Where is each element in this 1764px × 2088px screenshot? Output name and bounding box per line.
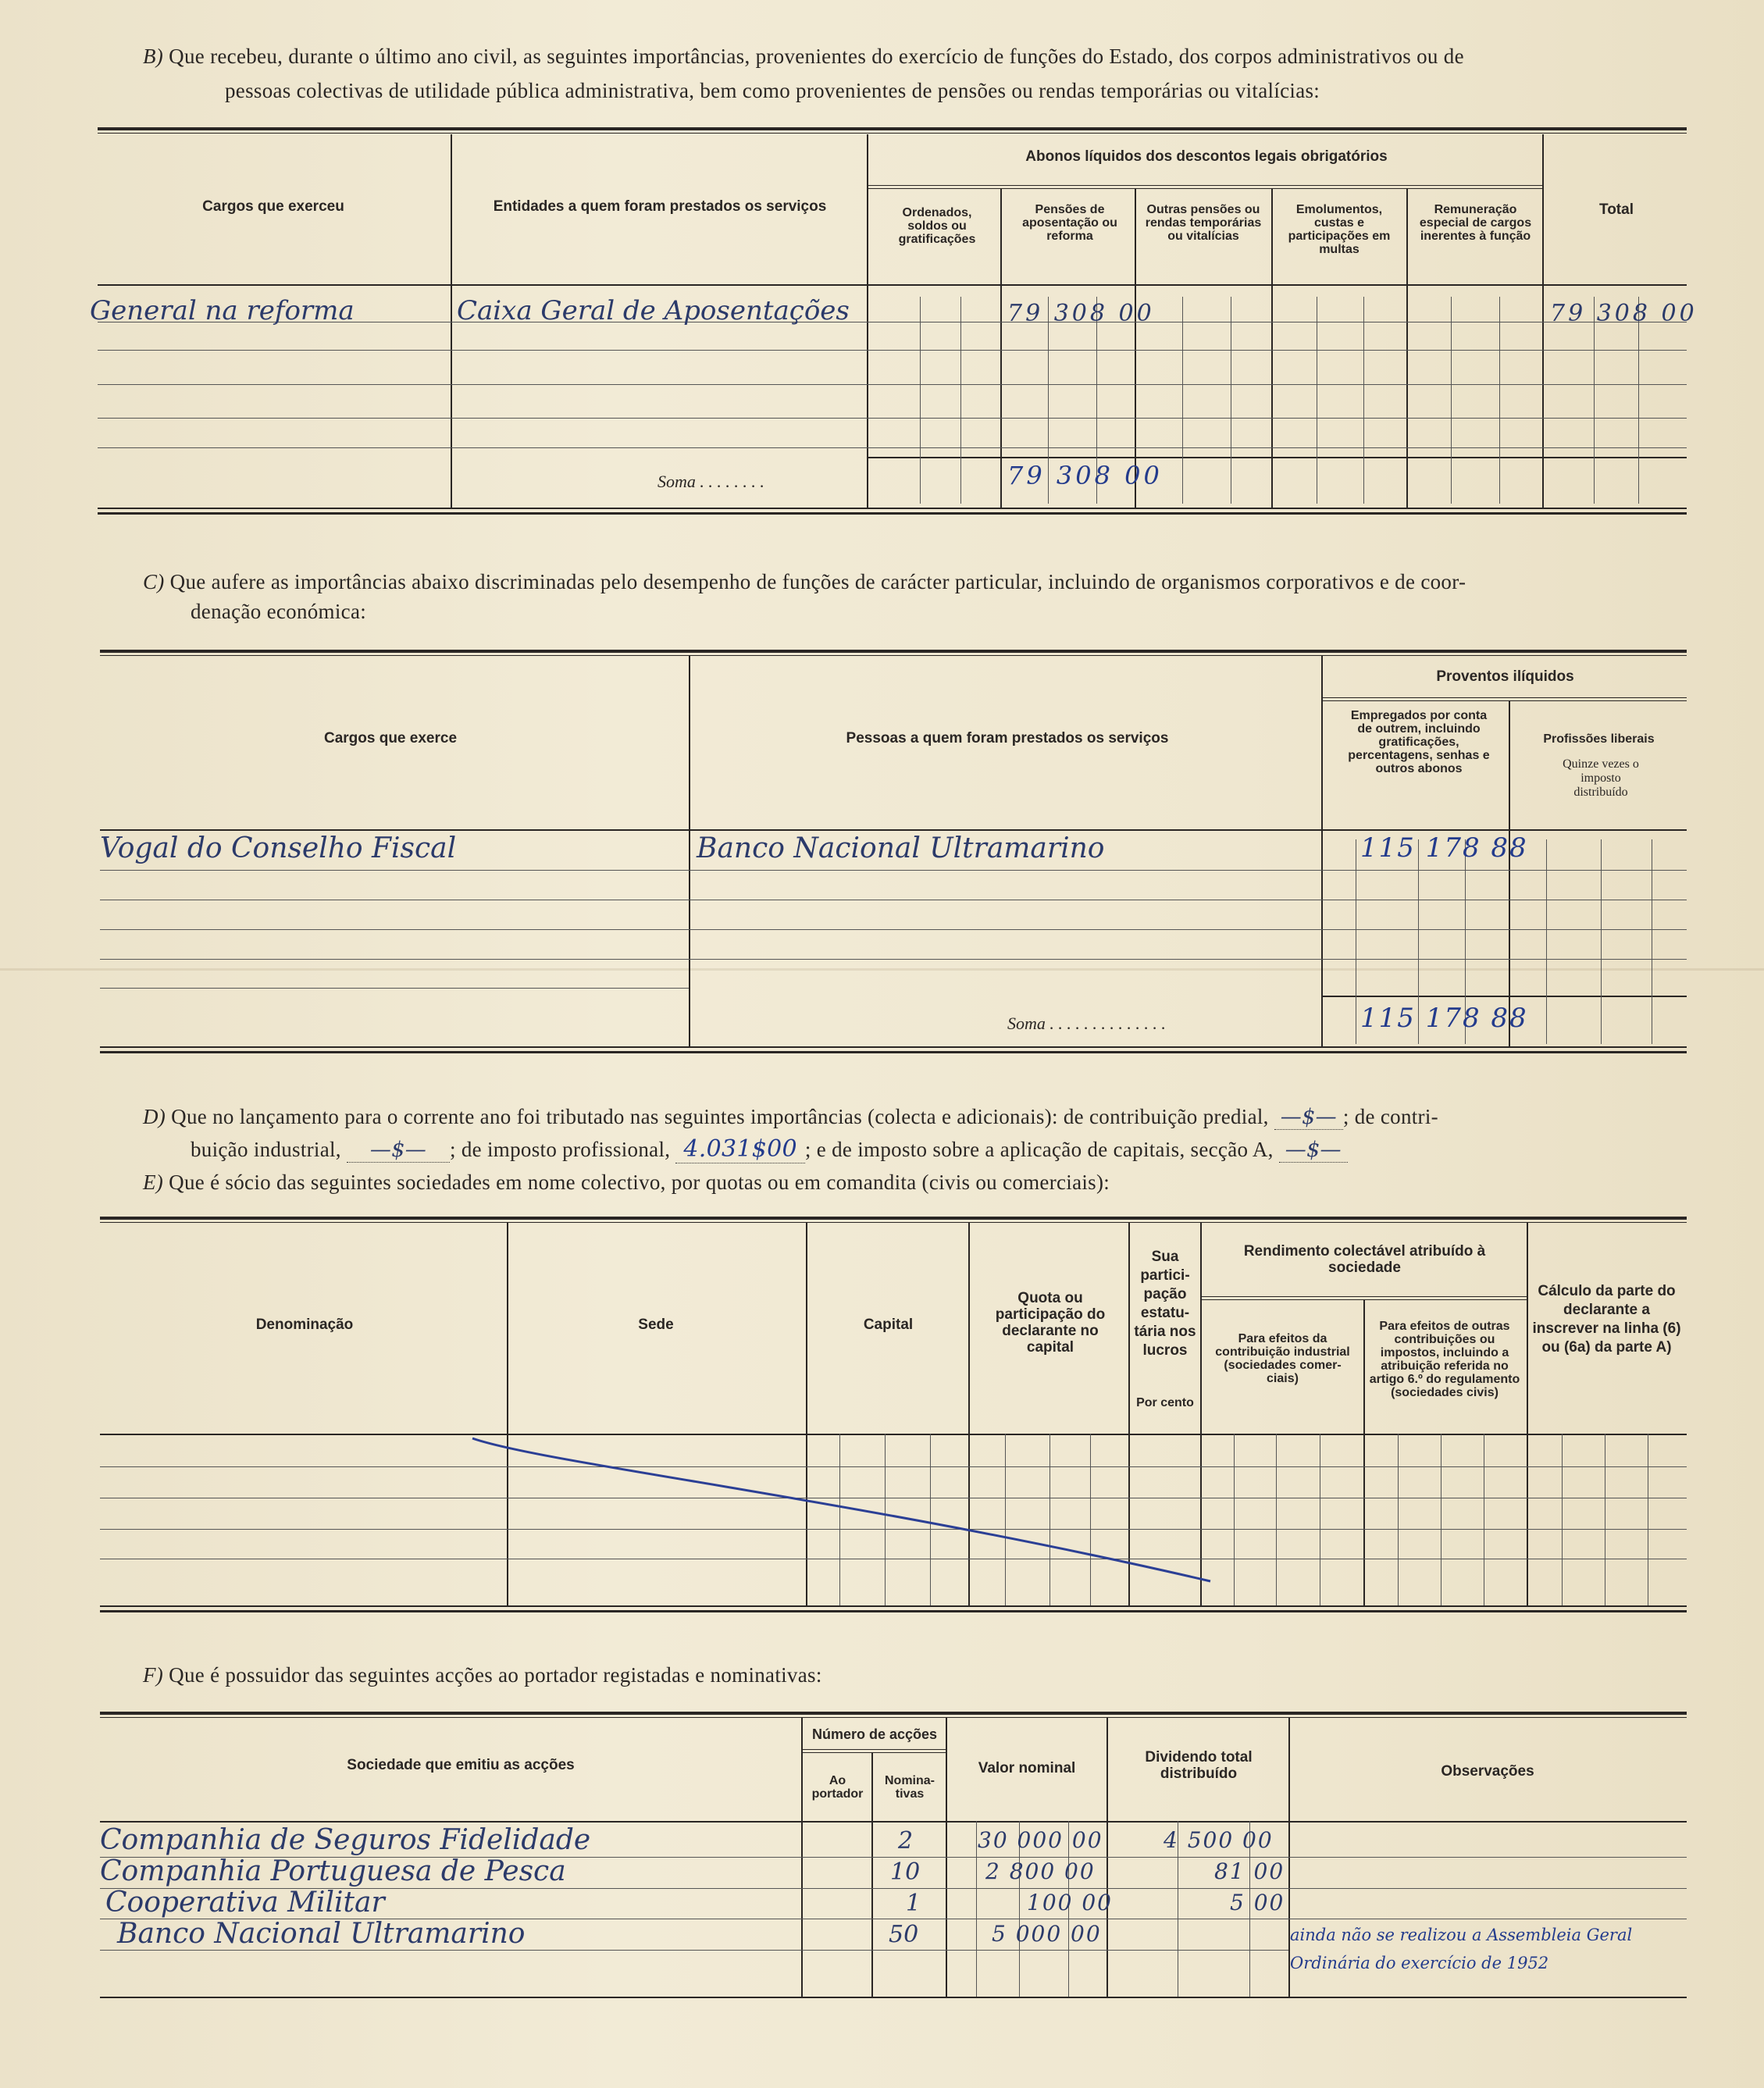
- f-vline-5: [871, 1753, 873, 1997]
- e-header-sede: Sede: [638, 1317, 674, 1333]
- f-row-1-nominativas: 2: [898, 1827, 914, 1855]
- f-row-4-sociedade: Banco Nacional Ultramarino: [117, 1918, 526, 1950]
- f-header-sociedade: Sociedade que emitiu as acções: [347, 1757, 575, 1773]
- f-bottom-rule: [100, 1997, 1687, 1998]
- section-f-text: Que é possuidor das seguintes acções ao portador registadas e nominativas:: [169, 1663, 822, 1687]
- section-c-letter: C): [143, 570, 165, 593]
- b-soma-label: Soma . . . . . . . .: [657, 472, 764, 491]
- d-predial: —$—: [1274, 1105, 1343, 1130]
- b-header-emolumentos: Emolumentos, custas e participações em multas: [1288, 203, 1391, 256]
- c-soma-label: Soma . . . . . . . . . . . . . .: [1007, 1014, 1166, 1033]
- b-header-cargos: Cargos que exerceu: [202, 198, 344, 215]
- section-b-line2: pessoas colectivas de utilidade pública administrativa, bem como provenientes de pensões ou rendas temporárias ou vitalícias:: [225, 79, 1320, 102]
- b-header-outras: Outras pensões ou rendas temporárias ou vitalícias: [1145, 203, 1262, 243]
- b-header-remuneracao: Remuneração especial de cargos inerentes à função: [1419, 203, 1532, 243]
- c-soma-valor: 115 178 88: [1360, 1003, 1528, 1034]
- e-header-industrial: Para efeitos da contribuição industrial (sociedades comer- ciais): [1215, 1332, 1350, 1385]
- section-e-letter: E): [143, 1170, 164, 1194]
- f-row-4-obs: ainda não se realizou a Assembleia Geral Ordinária do exercício de 1952: [1290, 1926, 1633, 1972]
- f-header-dividendo: Dividendo total distribuído: [1145, 1749, 1253, 1782]
- e-header-capital: Capital: [863, 1317, 914, 1333]
- c-header-pessoas: Pessoas a quem foram prestados os serviços: [846, 730, 1169, 746]
- c-header-proventos: Proventos ilíquidos: [1436, 668, 1574, 685]
- f-header-valor: Valor nominal: [978, 1760, 1076, 1776]
- section-f-intro: [143, 1658, 1627, 1692]
- f-sub-1: [976, 1821, 977, 1997]
- f-row-rule-4: [100, 1950, 1288, 1951]
- f-row-3-sociedade: Cooperativa Militar: [105, 1887, 385, 1919]
- d-capitais: —$—: [1279, 1138, 1348, 1163]
- c-header-empregados: Empregados por conta de outrem, incluindo gratificações, percentagens, senhas e outros abonos: [1348, 709, 1490, 775]
- section-d-text2: buição industrial,: [191, 1138, 341, 1161]
- e-header-quota: Quota ou participação do declarante no capital: [995, 1290, 1106, 1356]
- f-row-1-sociedade: Companhia de Seguros Fidelidade: [100, 1824, 591, 1856]
- e-header-rendimento: Rendimento colectável atribuído à sociedade: [1243, 1243, 1486, 1276]
- f-row-1-dividendo: 4 500 00: [1164, 1827, 1274, 1853]
- c-row-pessoa: Banco Nacional Ultramarino: [697, 832, 1105, 864]
- d-industrial: —$—: [347, 1138, 450, 1163]
- f-row-2-sociedade: Companhia Portuguesa de Pesca: [100, 1855, 566, 1887]
- b-row-cargo: General na reforma: [90, 295, 355, 326]
- b-header-entidades: Entidades a quem foram prestados os serviços: [493, 198, 827, 215]
- f-row-4-valor: 5 000 00: [992, 1921, 1102, 1947]
- f-row-3-nominativas: 1: [906, 1890, 921, 1917]
- e-header-denominacao: Denominação: [255, 1317, 354, 1333]
- f-row-4-nominativas: 50: [889, 1921, 919, 1948]
- section-d-text2b: ; de imposto profissional,: [450, 1138, 671, 1161]
- f-header-nominativas: Nomina- tivas: [885, 1774, 935, 1801]
- f-row-2-valor: 2 800 00: [985, 1858, 1096, 1884]
- f-numero-rule-2: [803, 1752, 946, 1753]
- b-row-entidade: Caixa Geral de Aposentações: [457, 295, 850, 326]
- e-header-outras: Para efeitos de outras contribuições ou impostos, incluindo a atribuição referida no artigo 6.º do regulamento (sociedades civis): [1369, 1320, 1520, 1399]
- f-row-2-dividendo: 81 00: [1214, 1858, 1285, 1884]
- f-row-2-nominativas: 10: [890, 1858, 921, 1886]
- b-header-pensoes: Pensões de aposentação ou reforma: [1022, 203, 1117, 243]
- e-header-calculo: Cálculo da parte do declarante a inscrever na linha (6) ou (6a) da parte A): [1532, 1283, 1681, 1356]
- section-b-letter: B): [143, 45, 164, 68]
- d-profissional: 4.031$00: [675, 1135, 805, 1163]
- section-d-letter: D): [143, 1105, 166, 1128]
- section-f-letter: F): [143, 1663, 164, 1687]
- f-row-1-valor: 30 000 00: [978, 1827, 1103, 1853]
- b-header-abonos: Abonos líquidos dos descontos legais obrigatórios: [1025, 148, 1388, 165]
- section-d-text2c: ; e de imposto sobre a aplicação de capitais, secção A,: [804, 1138, 1274, 1161]
- f-top-rule: [100, 1712, 1687, 1715]
- c-header-profissoes-sub: Quinze vezes o imposto distribuído: [1563, 757, 1639, 799]
- b-row-total: 79 308 00: [1550, 300, 1698, 327]
- f-header-rule: [100, 1821, 1687, 1823]
- section-c-line2: denação económica:: [191, 600, 367, 623]
- b-header-total: Total: [1599, 201, 1634, 218]
- f-header-observacoes: Observações: [1441, 1763, 1534, 1780]
- e-header-participacao: Sua partici- pação estatu- tária nos lucros: [1134, 1249, 1196, 1359]
- f-numero-rule: [803, 1749, 946, 1750]
- b-header-ordenados: Ordenados, soldos ou gratificações: [898, 206, 976, 246]
- f-row-3-dividendo: 5 00: [1230, 1890, 1285, 1915]
- f-row-3-valor: 100 00: [1027, 1890, 1113, 1915]
- b-soma-pensao: 79 308 00: [1007, 461, 1163, 490]
- f-top-rule-2: [100, 1717, 1687, 1718]
- section-d-text1b: ; de contri-: [1342, 1105, 1438, 1128]
- b-row-pensao: 79 308 00: [1007, 300, 1155, 327]
- c-header-cargos: Cargos que exerce: [323, 730, 458, 746]
- c-header-profissoes: Profissões liberais: [1543, 732, 1655, 746]
- f-header-numero: Número de acções: [811, 1726, 938, 1742]
- c-row-valor: 115 178 88: [1360, 832, 1528, 864]
- c-row-cargo: Vogal do Conselho Fiscal: [100, 832, 457, 864]
- section-c-line1: Que aufere as importâncias abaixo discriminadas pelo desempenho de funções de carácter particular, incluindo de organismos corporativos e de coor-: [169, 570, 1466, 593]
- f-header-portador: Ao portador: [811, 1774, 864, 1801]
- e-header-porcento: Por cento: [1136, 1396, 1194, 1409]
- section-d-text1: Que no lançamento para o corrente ano foi tributado nas seguintes importâncias (colecta e adicionais): de contribuição predial,: [171, 1105, 1269, 1128]
- section-b-line1: Que recebeu, durante o último ano civil, as seguintes importâncias, provenientes do exercício de funções do Estado, dos corpos administrativos ou de: [169, 45, 1464, 68]
- section-e-text: Que é sócio das seguintes sociedades em nome colectivo, por quotas ou em comandita (civis ou comerciais):: [169, 1170, 1110, 1194]
